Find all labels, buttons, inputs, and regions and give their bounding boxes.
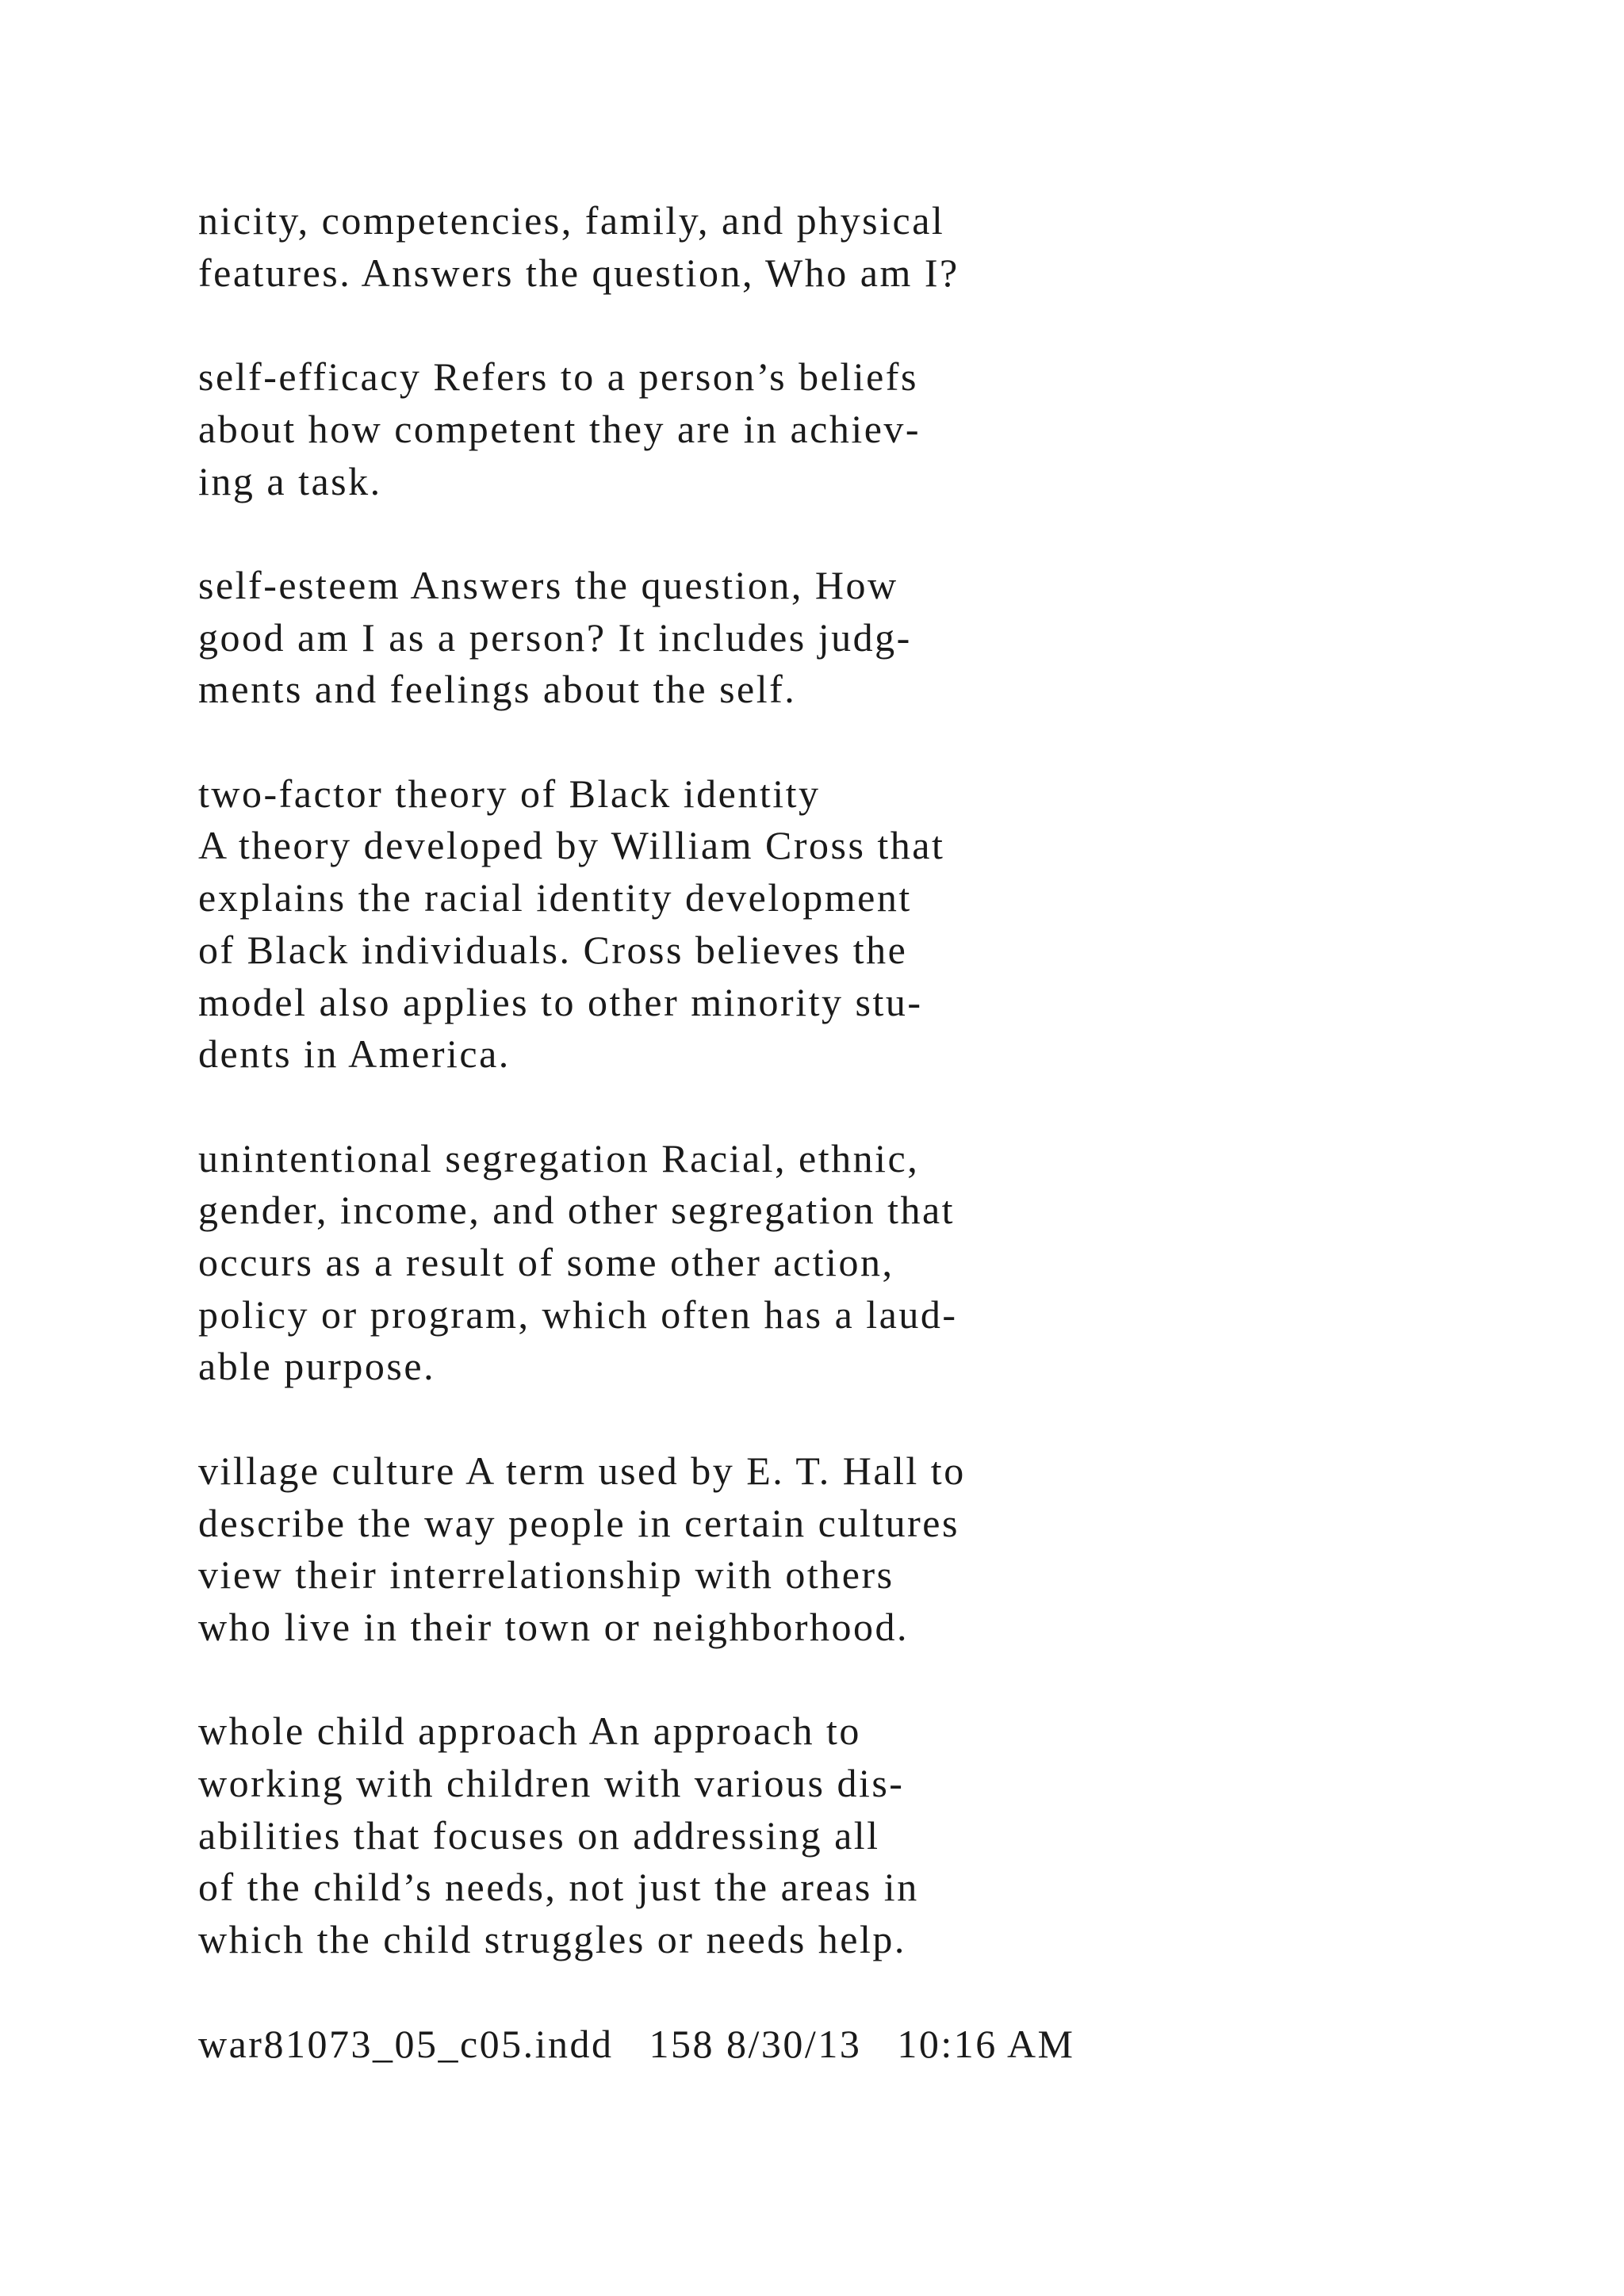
text-line: model also applies to other minority stu-	[198, 979, 923, 1024]
text-line: village culture A term used by E. T. Hall to	[198, 1448, 966, 1493]
glossary-entry-self-esteem	[198, 560, 1546, 716]
glossary-entry-two-factor-theory	[198, 768, 1546, 1081]
text-line: explains the racial identity development	[198, 875, 912, 920]
glossary-entry-village-culture	[198, 1445, 1546, 1654]
text-line: whole child approach An approach to	[198, 1709, 861, 1754]
text-line: of the child’s needs, not just the areas in	[198, 1865, 919, 1910]
text-line: good am I as a person? It includes judg-	[198, 614, 912, 660]
text-line: self-efficacy Refers to a person’s beliefs	[198, 354, 918, 400]
text-line: view their interrelationship with others	[198, 1552, 894, 1598]
text-line: which the child struggles or needs help.	[198, 1917, 906, 1962]
glossary-entry-self-efficacy	[198, 351, 1546, 507]
text-line: occurs as a result of some other action,	[198, 1240, 894, 1284]
glossary-entry-unintentional-segregation	[198, 1133, 1546, 1394]
text-line: about how competent they are in achiev-	[198, 406, 921, 451]
text-line: who live in their town or neighborhood.	[198, 1604, 909, 1649]
text-line: of Black individuals. Cross believes the	[198, 927, 908, 972]
text-line: working with children with various dis-	[198, 1761, 905, 1805]
text-line: two-factor theory of Black identity	[198, 771, 821, 816]
file-slug-footer	[198, 2019, 1546, 2071]
text-line: policy or program, which often has a laud-	[198, 1292, 958, 1337]
text-line: describe the way people in certain cultures	[198, 1500, 959, 1545]
text-line: A theory developed by William Cross that	[198, 823, 945, 868]
text-line: ing a task.	[198, 458, 382, 503]
text-line: gender, income, and other segregation that	[198, 1188, 956, 1233]
text-line: self-esteem Answers the question, How	[198, 562, 898, 607]
text-line: able purpose.	[198, 1344, 436, 1389]
text-line: abilities that focuses on addressing all	[198, 1812, 880, 1858]
glossary-entry-continuation	[198, 195, 1546, 299]
text-line: nicity, competencies, family, and physical	[198, 198, 945, 243]
glossary-text-block	[198, 195, 1546, 2122]
text-line: dents in America.	[198, 1031, 511, 1077]
text-line: war81073_05_c05.indd 158 8/30/13 10:16 AM	[198, 2021, 1075, 2066]
text-line: unintentional segregation Racial, ethnic,	[198, 1135, 920, 1181]
glossary-entry-whole-child-approach	[198, 1705, 1546, 1966]
text-line: ments and feelings about the self.	[198, 667, 797, 712]
text-line: features. Answers the question, Who am I?	[198, 250, 959, 295]
